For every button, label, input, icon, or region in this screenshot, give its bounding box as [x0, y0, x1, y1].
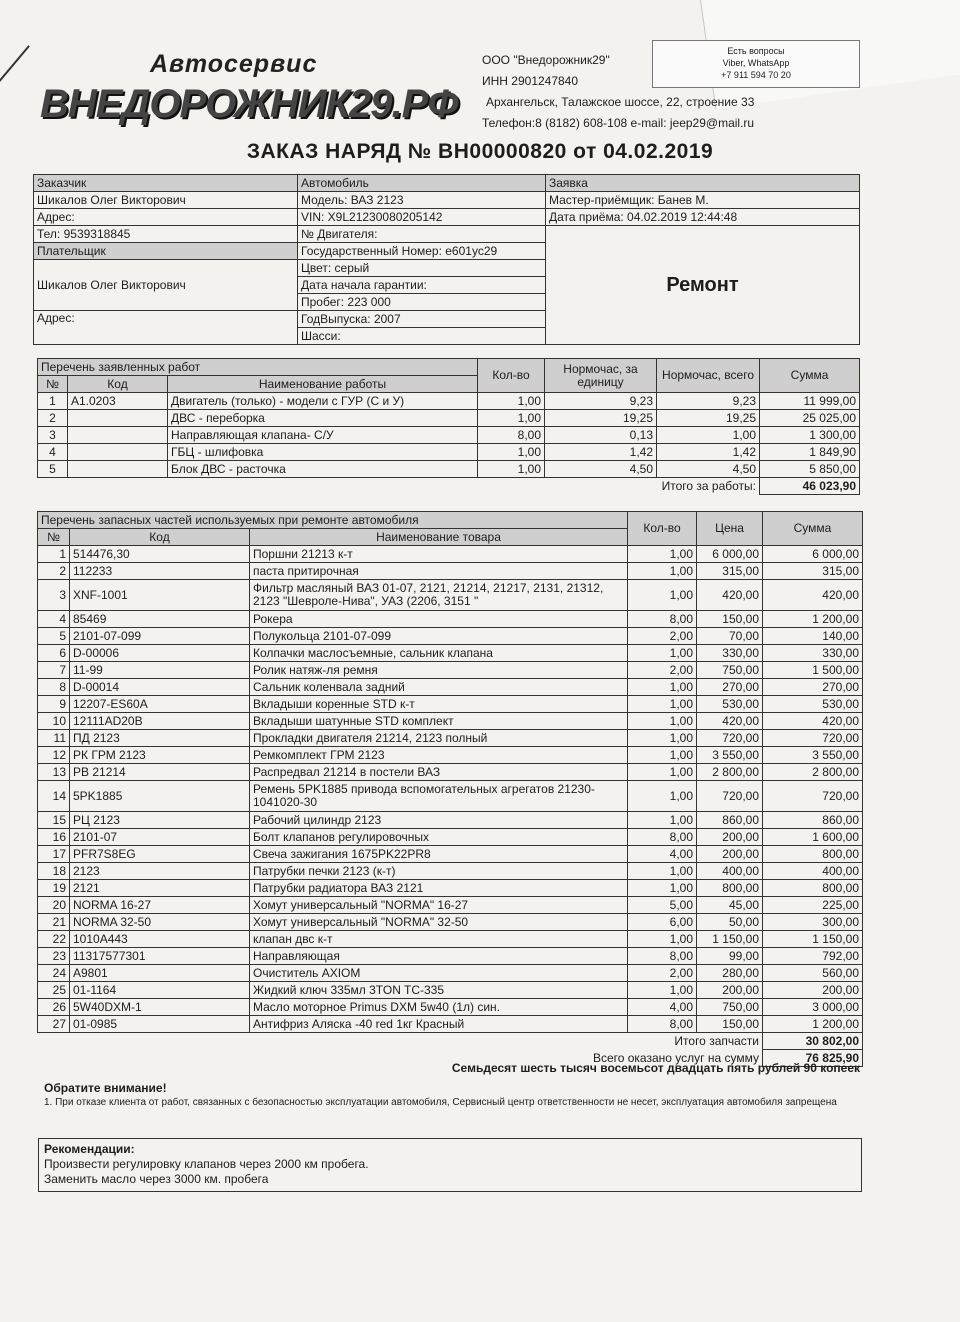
works-cell: 1,00	[478, 444, 545, 461]
customer-name: Шикалов Олег Викторович	[34, 192, 298, 209]
parts-cell: 3 550,00	[763, 747, 863, 764]
parts-cell: 1 500,00	[763, 662, 863, 679]
works-cell: 1 300,00	[760, 427, 860, 444]
parts-cell: 420,00	[763, 580, 863, 611]
parts-cell: 11-99	[70, 662, 250, 679]
parts-cell: 3 550,00	[697, 747, 763, 764]
payer-header: Плательщик	[34, 243, 298, 260]
parts-cell: 1,00	[628, 880, 697, 897]
parts-row	[38, 645, 863, 662]
parts-cell: 1 150,00	[763, 931, 863, 948]
parts-cell: 860,00	[697, 812, 763, 829]
works-row	[38, 410, 860, 427]
car-color: Цвет: серый	[298, 260, 546, 277]
parts-cell: 01-1164	[70, 982, 250, 999]
parts-cell: XNF-1001	[70, 580, 250, 611]
parts-cell: клапан двс к-т	[250, 931, 628, 948]
parts-cell: 530,00	[697, 696, 763, 713]
parts-row	[38, 628, 863, 645]
parts-cell: 1,00	[628, 713, 697, 730]
parts-cell: 1,00	[628, 546, 697, 563]
parts-cell: 112233	[70, 563, 250, 580]
parts-cell: 1 150,00	[697, 931, 763, 948]
works-cell: 4,50	[545, 461, 657, 478]
parts-cell: Антифриз Аляска -40 red 1кг Красный	[250, 1016, 628, 1033]
parts-cell: Патрубки печки 2123 (к-т)	[250, 863, 628, 880]
order-kind: Ремонт	[546, 226, 860, 345]
parts-cell: 1010A443	[70, 931, 250, 948]
works-cell: 1	[38, 393, 68, 410]
parts-row	[38, 679, 863, 696]
parts-cell: 330,00	[763, 645, 863, 662]
parts-row	[38, 611, 863, 628]
parts-cell: 1,00	[628, 931, 697, 948]
works-total-value: 46 023,90	[760, 478, 860, 495]
parts-cell: 1,00	[628, 863, 697, 880]
parts-col-num: №	[38, 529, 70, 546]
car-chassis: Шасси:	[298, 328, 546, 345]
works-cell: Направляющая клапана- С/У	[168, 427, 478, 444]
parts-cell: 8,00	[628, 1016, 697, 1033]
contact-stamp	[652, 40, 860, 88]
parts-cell: Хомут универсальный "NORMA" 32-50	[250, 914, 628, 931]
parts-cell: 24	[38, 965, 70, 982]
parts-cell: РК ГРМ 2123	[70, 747, 250, 764]
parts-row	[38, 747, 863, 764]
parts-cell: 150,00	[697, 1016, 763, 1033]
parts-cell: 300,00	[763, 914, 863, 931]
parts-cell: Прокладки двигателя 21214, 2123 полный	[250, 730, 628, 747]
parts-rows	[38, 546, 863, 1033]
parts-row	[38, 948, 863, 965]
parts-cell: 270,00	[763, 679, 863, 696]
works-cell: ГБЦ - шлифовка	[168, 444, 478, 461]
parts-cell: Фильтр масляный ВАЗ 01-07, 2121, 21214, 21217, 2131, 21312, 2123 "Шевроле-Нива", УАЗ (2206, 3151 "	[250, 580, 628, 611]
parts-cell: 45,00	[697, 897, 763, 914]
recommendation-line-1: Произвести регулировку клапанов через 2000 км пробега.	[44, 1157, 369, 1171]
parts-col-qty: Кол-во	[628, 512, 697, 546]
parts-col-sum: Сумма	[763, 512, 863, 546]
parts-row	[38, 999, 863, 1016]
parts-cell: 8,00	[628, 948, 697, 965]
parts-cell: 1,00	[628, 580, 697, 611]
works-cell: 1,00	[478, 461, 545, 478]
parts-row	[38, 829, 863, 846]
parts-row	[38, 897, 863, 914]
stamp-line-2: Viber, WhatsApp	[722, 58, 790, 68]
parts-cell: Вкладыши коренные STD к-т	[250, 696, 628, 713]
works-cell: 5	[38, 461, 68, 478]
works-cell	[68, 461, 168, 478]
parts-cell: 99,00	[697, 948, 763, 965]
parts-cell: РВ 21214	[70, 764, 250, 781]
parts-cell: 11	[38, 730, 70, 747]
parts-cell: 1,00	[628, 563, 697, 580]
parts-cell: 200,00	[763, 982, 863, 999]
parts-cell: 315,00	[697, 563, 763, 580]
parts-cell: Полукольца 2101-07-099	[250, 628, 628, 645]
parts-cell: 5,00	[628, 897, 697, 914]
parts-cell: 200,00	[697, 829, 763, 846]
notice-text: 1. При отказе клиента от работ, связанных с безопасностью эксплуатации автомобиля, Сервисный центр ответственности не несет, эксплуатация автомобиля запрещена	[44, 1097, 837, 1108]
warranty-start: Дата начала гарантии:	[298, 277, 546, 294]
parts-cell: 12207-ES60A	[70, 696, 250, 713]
parts-cell: 400,00	[763, 863, 863, 880]
works-cell: 4	[38, 444, 68, 461]
plate-number: Государственный Номер: е601ус29	[298, 243, 546, 260]
parts-cell: 8,00	[628, 611, 697, 628]
parts-cell: Колпачки маслосъемные, сальник клапана	[250, 645, 628, 662]
parts-cell: 85469	[70, 611, 250, 628]
parts-row	[38, 730, 863, 747]
works-cell	[68, 410, 168, 427]
parts-cell: 01-0985	[70, 1016, 250, 1033]
parts-cell: 12	[38, 747, 70, 764]
parts-cell: 2123	[70, 863, 250, 880]
parts-row	[38, 713, 863, 730]
parts-col-price: Цена	[697, 512, 763, 546]
parts-cell: 27	[38, 1016, 70, 1033]
parts-cell: 720,00	[697, 781, 763, 812]
parts-row	[38, 696, 863, 713]
works-cell: 9,23	[545, 393, 657, 410]
parts-cell: 400,00	[697, 863, 763, 880]
parts-cell: Ремень 5PK1885 привода вспомогательных агрегатов 21230-1041020-30	[250, 781, 628, 812]
payer-address: Адрес:	[34, 311, 298, 345]
parts-cell: 420,00	[697, 713, 763, 730]
parts-cell: 15	[38, 812, 70, 829]
works-cell: 3	[38, 427, 68, 444]
company-address: Архангельск, Талажское шоссе, 22, строение 33	[486, 95, 755, 109]
parts-cell: 8	[38, 679, 70, 696]
works-cell: 2	[38, 410, 68, 427]
parts-cell: 22	[38, 931, 70, 948]
parts-table	[37, 511, 863, 1067]
order-info-table	[33, 174, 860, 345]
parts-cell: Масло моторное Primus DXM 5w40 (1л) син.	[250, 999, 628, 1016]
parts-cell: Рабочий цилиндр 2123	[250, 812, 628, 829]
works-cell: 25 025,00	[760, 410, 860, 427]
parts-cell: 530,00	[763, 696, 863, 713]
parts-cell: 1 200,00	[763, 1016, 863, 1033]
logo-top-text: Автосервис	[150, 50, 318, 78]
parts-cell: 17	[38, 846, 70, 863]
parts-cell: 5	[38, 628, 70, 645]
works-row	[38, 444, 860, 461]
parts-cell: 720,00	[697, 730, 763, 747]
parts-cell: 560,00	[763, 965, 863, 982]
parts-cell: 21	[38, 914, 70, 931]
parts-cell: 3 000,00	[763, 999, 863, 1016]
parts-cell: 6,00	[628, 914, 697, 931]
parts-cell: 1 600,00	[763, 829, 863, 846]
parts-total-value: 30 802,00	[763, 1033, 863, 1050]
parts-row	[38, 764, 863, 781]
logo-main-text: ВНЕДОРОЖНИК29.РФ	[40, 82, 458, 126]
works-row	[38, 461, 860, 478]
parts-cell: 7	[38, 662, 70, 679]
parts-cell: 6 000,00	[697, 546, 763, 563]
parts-row	[38, 580, 863, 611]
stamp-line-3: +7 911 594 70 20	[721, 70, 791, 80]
works-cell	[68, 444, 168, 461]
parts-cell: 280,00	[697, 965, 763, 982]
parts-cell: Патрубки радиатора ВАЗ 2121	[250, 880, 628, 897]
parts-caption: Перечень запасных частей используемых при ремонте автомобиля	[38, 512, 628, 529]
parts-cell: 1,00	[628, 747, 697, 764]
parts-cell: 70,00	[697, 628, 763, 645]
works-caption: Перечень заявленных работ	[38, 359, 478, 376]
works-cell: 11 999,00	[760, 393, 860, 410]
parts-cell: 25	[38, 982, 70, 999]
parts-cell: Жидкий ключ 335мл 3TON TC-335	[250, 982, 628, 999]
parts-cell: 5W40DXM-1	[70, 999, 250, 1016]
company-contacts: Телефон:8 (8182) 608-108 e-mail: jeep29@mail.ru	[482, 116, 755, 130]
parts-cell: 26	[38, 999, 70, 1016]
car-header: Автомобиль	[298, 175, 546, 192]
parts-row	[38, 914, 863, 931]
parts-cell: 18	[38, 863, 70, 880]
parts-cell: паста притирочная	[250, 563, 628, 580]
company-inn: ИНН 2901247840	[482, 74, 579, 88]
parts-cell: 270,00	[697, 679, 763, 696]
works-cell: 4,50	[657, 461, 760, 478]
parts-row	[38, 563, 863, 580]
works-col-hours: Нормочас, всего	[657, 359, 760, 393]
parts-row	[38, 1016, 863, 1033]
parts-row	[38, 846, 863, 863]
parts-cell: D-00006	[70, 645, 250, 662]
parts-cell: 750,00	[697, 999, 763, 1016]
works-cell: 19,25	[545, 410, 657, 427]
parts-cell: 1,00	[628, 812, 697, 829]
parts-cell: 2101-07	[70, 829, 250, 846]
parts-cell: 2,00	[628, 662, 697, 679]
parts-cell: 10	[38, 713, 70, 730]
parts-cell: 12111AD20B	[70, 713, 250, 730]
parts-cell: 1 200,00	[763, 611, 863, 628]
parts-cell: 2,00	[628, 965, 697, 982]
works-cell: 19,25	[657, 410, 760, 427]
works-col-sum: Сумма	[760, 359, 860, 393]
parts-row	[38, 880, 863, 897]
parts-cell: ПД 2123	[70, 730, 250, 747]
parts-cell: 16	[38, 829, 70, 846]
parts-cell: D-00014	[70, 679, 250, 696]
works-cell: 8,00	[478, 427, 545, 444]
works-col-name: Наименование работы	[168, 376, 478, 393]
works-row	[38, 393, 860, 410]
parts-col-name: Наименование товара	[250, 529, 628, 546]
parts-cell: 2 800,00	[763, 764, 863, 781]
parts-cell: 1,00	[628, 764, 697, 781]
works-cell: 9,23	[657, 393, 760, 410]
parts-row	[38, 965, 863, 982]
parts-cell: Ремкомплект ГРМ 2123	[250, 747, 628, 764]
grand-total-value: 76 825,90	[763, 1050, 863, 1067]
payer-name: Шикалов Олег Викторович	[34, 260, 298, 311]
works-cell: 5 850,00	[760, 461, 860, 478]
parts-cell: A9801	[70, 965, 250, 982]
parts-row	[38, 931, 863, 948]
engine-number: № Двигателя:	[298, 226, 546, 243]
parts-cell: 720,00	[763, 781, 863, 812]
parts-cell: Вкладыши шатунные STD комплект	[250, 713, 628, 730]
parts-cell: 5PK1885	[70, 781, 250, 812]
parts-cell: 50,00	[697, 914, 763, 931]
parts-cell: 2,00	[628, 628, 697, 645]
works-cell: А1.0203	[68, 393, 168, 410]
parts-row	[38, 781, 863, 812]
works-col-rate: Нормочас, за единицу	[545, 359, 657, 393]
parts-cell: 4,00	[628, 999, 697, 1016]
parts-cell: 19	[38, 880, 70, 897]
parts-col-code: Код	[70, 529, 250, 546]
parts-cell: 150,00	[697, 611, 763, 628]
parts-cell: 2	[38, 563, 70, 580]
stamp-line-1: Есть вопросы	[727, 46, 785, 56]
document-title: ЗАКАЗ НАРЯД № ВН00000820 от 04.02.2019	[246, 140, 714, 163]
customer-address: Адрес:	[34, 209, 298, 226]
parts-cell: 200,00	[697, 846, 763, 863]
parts-row	[38, 546, 863, 563]
parts-cell: 140,00	[763, 628, 863, 645]
works-cell: 1,00	[478, 410, 545, 427]
parts-cell: 4,00	[628, 846, 697, 863]
works-col-num: №	[38, 376, 68, 393]
parts-cell: 1,00	[628, 696, 697, 713]
parts-cell: 9	[38, 696, 70, 713]
master-receiver: Мастер-приёмщик: Банев М.	[546, 192, 860, 209]
parts-cell: 4	[38, 611, 70, 628]
works-cell: 1,42	[545, 444, 657, 461]
parts-cell: 750,00	[697, 662, 763, 679]
works-cell: 1,42	[657, 444, 760, 461]
parts-cell: PFR7S8EG	[70, 846, 250, 863]
works-row	[38, 427, 860, 444]
customer-phone: Тел: 9539318845	[34, 226, 298, 243]
customer-header: Заказчик	[34, 175, 298, 192]
parts-row	[38, 812, 863, 829]
parts-cell: 23	[38, 948, 70, 965]
parts-cell: 800,00	[763, 880, 863, 897]
parts-total-label: Итого запчасти	[674, 1033, 759, 1048]
works-cell: 0,13	[545, 427, 657, 444]
parts-cell: 514476,30	[70, 546, 250, 563]
works-cell: Двигатель (только) - модели с ГУР (С и У)	[168, 393, 478, 410]
parts-cell: 1,00	[628, 781, 697, 812]
works-rows	[38, 393, 860, 478]
parts-cell: 330,00	[697, 645, 763, 662]
parts-cell: 200,00	[697, 982, 763, 999]
grand-total-label: Всего оказано услуг на сумму	[592, 1050, 759, 1065]
recommendation-line-2: Заменить масло через 3000 км. пробега	[44, 1172, 269, 1186]
car-year: ГодВыпуска: 2007	[298, 311, 546, 328]
parts-cell: 2 800,00	[697, 764, 763, 781]
company-name: ООО "Внедорожник29"	[482, 53, 610, 67]
parts-cell: Ролик натяж-ля ремня	[250, 662, 628, 679]
receive-date: Дата приёма: 04.02.2019 12:44:48	[546, 209, 860, 226]
parts-cell: Рокера	[250, 611, 628, 628]
parts-cell: РЦ 2123	[70, 812, 250, 829]
parts-cell: 800,00	[697, 880, 763, 897]
parts-cell: NORMA 32-50	[70, 914, 250, 931]
parts-cell: 2121	[70, 880, 250, 897]
works-cell: ДВС - переборка	[168, 410, 478, 427]
parts-cell: Хомут универсальный "NORMA" 16-27	[250, 897, 628, 914]
parts-cell: Сальник коленвала задний	[250, 679, 628, 696]
works-table	[37, 358, 860, 495]
works-col-code: Код	[68, 376, 168, 393]
parts-cell: 8,00	[628, 829, 697, 846]
parts-cell: 860,00	[763, 812, 863, 829]
parts-cell: 420,00	[697, 580, 763, 611]
parts-row	[38, 863, 863, 880]
parts-cell: 1,00	[628, 645, 697, 662]
parts-cell: 1,00	[628, 730, 697, 747]
recommendations-heading: Рекомендации:	[44, 1142, 135, 1156]
parts-cell: Распредвал 21214 в постели ВАЗ	[250, 764, 628, 781]
parts-cell: Свеча зажигания 1675PK22PR8	[250, 846, 628, 863]
parts-cell: 720,00	[763, 730, 863, 747]
pen-mark	[0, 45, 30, 85]
parts-cell: Болт клапанов регулировочных	[250, 829, 628, 846]
parts-cell: Поршни 21213 к-т	[250, 546, 628, 563]
parts-cell: 225,00	[763, 897, 863, 914]
notice-heading: Обратите внимание!	[44, 1081, 167, 1095]
car-model: Модель: ВАЗ 2123	[298, 192, 546, 209]
car-mileage: Пробег: 223 000	[298, 294, 546, 311]
parts-row	[38, 982, 863, 999]
parts-cell: 6 000,00	[763, 546, 863, 563]
parts-cell: 420,00	[763, 713, 863, 730]
works-col-qty: Кол-во	[478, 359, 545, 393]
parts-cell: 792,00	[763, 948, 863, 965]
parts-cell: Очиститель AXIOM	[250, 965, 628, 982]
parts-cell: 3	[38, 580, 70, 611]
works-cell: 1,00	[478, 393, 545, 410]
works-cell: 1 849,90	[760, 444, 860, 461]
parts-cell: 800,00	[763, 846, 863, 863]
works-cell: 1,00	[657, 427, 760, 444]
parts-cell: 6	[38, 645, 70, 662]
parts-cell: 315,00	[763, 563, 863, 580]
amount-in-words: Семьдесят шесть тысяч восемьсот двадцать пять рублей 90 копеек	[451, 1061, 860, 1075]
parts-cell: 2101-07-099	[70, 628, 250, 645]
parts-cell: 1,00	[628, 982, 697, 999]
request-header: Заявка	[546, 175, 860, 192]
parts-cell: 11317577301	[70, 948, 250, 965]
works-cell: Блок ДВС - расточка	[168, 461, 478, 478]
parts-cell: 1	[38, 546, 70, 563]
parts-cell: 14	[38, 781, 70, 812]
recommendations-box	[38, 1138, 862, 1192]
parts-row	[38, 662, 863, 679]
parts-cell: 20	[38, 897, 70, 914]
parts-cell: 13	[38, 764, 70, 781]
works-cell	[68, 427, 168, 444]
car-vin: VIN: X9L21230080205142	[298, 209, 546, 226]
parts-cell: Направляющая	[250, 948, 628, 965]
parts-cell: 1,00	[628, 679, 697, 696]
parts-cell: NORMA 16-27	[70, 897, 250, 914]
works-total-label: Итого за работы:	[661, 478, 757, 493]
